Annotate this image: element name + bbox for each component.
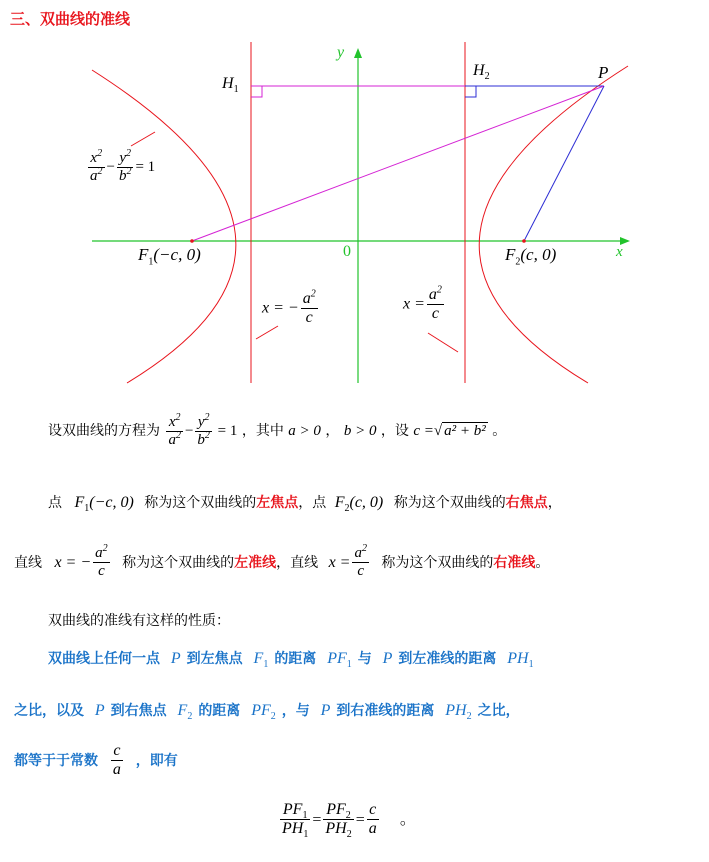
property-line-3: 都等于于常数 $\frac{c}{a}$ ，即有 (14, 742, 178, 779)
curve-equation: $\frac{x^2}{a^2}$ − $\frac{y^2}{b^2}$ = 1 (90, 148, 156, 185)
y-axis-arrow (354, 48, 362, 58)
y-axis-label: y (337, 44, 345, 61)
x-axis-label: x (616, 244, 623, 260)
right-directrix-pointer (428, 333, 458, 352)
hyperbola-diagram (0, 34, 709, 394)
left-directrix-label: x = − $\frac{a^2}{c}$ (262, 288, 316, 327)
pf2-segment (524, 86, 604, 241)
section-heading: 三、双曲线的准线 (10, 10, 131, 28)
p-label: P (598, 63, 609, 82)
h1-label: $H_1$ (222, 75, 239, 96)
origin-label: 0 (343, 243, 351, 260)
para-equation-definition: 设双曲线的方程为 $\frac{x^2}{a^2}$ − $\frac{y^2}{b^2}$ = 1 ，其中 a > 0 ， b > 0 ，设 c =√ a² + b² 。 (48, 412, 507, 449)
focus-f2-point (522, 239, 526, 243)
para-directrices: 直线 x = − $\frac{a^2}{c}$ 称为这个双曲线的左准线，直线 x = $\frac{a^2}{c}$ 称为这个双曲线的右准线。 (14, 543, 550, 580)
f1-label: $F_1(-c$, 0) (138, 245, 201, 268)
left-directrix-pointer (256, 326, 278, 339)
curve-label-pointer (131, 132, 155, 146)
left-focus-term: 左焦点 (256, 495, 299, 511)
property-line-2: 之比，以及 P 到右焦点 $F_2$ 的距离 $PF_2$ ，与 P 到右准线的距离 $PH_2$ 之比， (14, 702, 520, 723)
para-property-intro: 双曲线的准线有这样的性质： (48, 613, 230, 629)
focus-f1-point (190, 239, 194, 243)
final-ratio-equation: $\frac{PF_1}{PH_1}$ = $\frac{PF_2}{PH_2}$ = $\frac{c}{a}$ 。 (282, 801, 416, 841)
para-foci: 点 $F_1(-c$, 0) 称为这个双曲线的左焦点，点 $F_2(c$, 0) 称为这个双曲线的右焦点， (48, 494, 562, 515)
right-angle-h2 (465, 86, 476, 97)
left-branch (92, 70, 236, 383)
left-directrix-term: 左准线 (234, 554, 277, 571)
right-focus-term: 右焦点 (505, 495, 548, 511)
right-angle-h1 (251, 86, 262, 97)
h2-label: $H_2$ (473, 62, 490, 83)
pf1-segment (192, 86, 604, 241)
right-directrix-term: 右准线 (493, 554, 536, 571)
right-branch (479, 66, 628, 383)
property-line-1: 双曲线上任何一点 P 到左焦点 $F_1$ 的距离 $PF_1$ 与 P 到左准线的距离 $PH_1$ (48, 650, 534, 671)
right-directrix-label: x = $\frac{a^2}{c}$ (403, 284, 442, 323)
f2-label: $F_2(c$, 0) (505, 245, 557, 268)
